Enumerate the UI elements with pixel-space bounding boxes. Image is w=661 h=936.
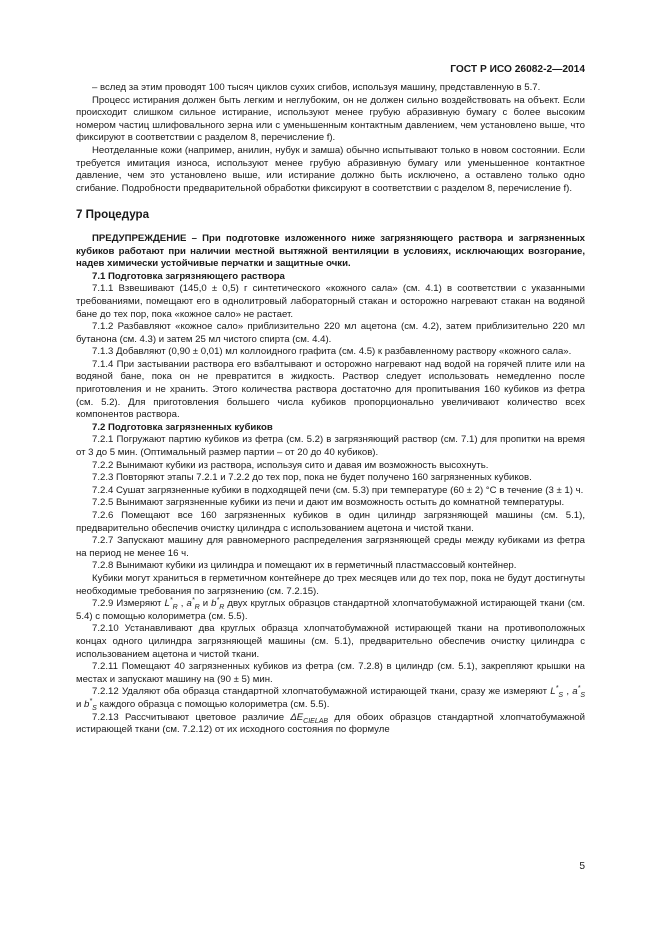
paragraph-7-2-2: 7.2.2 Вынимают кубики из раствора, используя сито и давая им возможность высохнуть. — [92, 459, 489, 471]
symbol-L-R: $L^*_R$ — [164, 596, 178, 612]
warning-paragraph: ПРЕДУПРЕЖДЕНИЕ – При подготовке изложенного ниже загрязняющего раствора и загрязненных кубиков работают при наличии местной вытяжной вентиляции в условиях, исключающих возгорание, надев химически устойчивые перчатки и защитные очки. — [76, 232, 585, 270]
paragraph-7-2-4: 7.2.4 Сушат загрязненные кубики в подходящей печи (см. 5.3) при температуре (60 ± 2) °С в течение (3 ± 1) ч. — [92, 484, 584, 496]
paragraph-7-2-11: 7.2.11 Помещают 40 загрязненных кубиков из фетра (см. 7.2.8) в цилиндр (см. 5.1), закрепляют крышки на местах и запускают машину на (90 ± 5) мин. — [76, 661, 585, 685]
symbol-a-R: $a^*_R$ — [186, 596, 200, 612]
symbol-a-S: $a^*_S$ — [572, 685, 585, 700]
section-title: 7 Процедура — [76, 208, 150, 222]
paragraph-7-2-10: 7.2.10 Устанавливают два круглых образца хлопчатобумажной истирающей ткани на противоположных концах одного цилиндра загрязняющей машины (см. 5.1), предварительно обеспечив очистку цилиндра с использованием ацетона и чистой ткани. — [76, 623, 585, 660]
page-number: 5 — [579, 861, 585, 872]
paragraph-storage-note: Кубики могут храниться в герметичном контейнере до трех месяцев или до тех пор, пока не будут достигнуты необходимые требования по загрязнению (см. 7.2.15). — [76, 572, 585, 597]
paragraph-7-1-1: 7.1.1 Взвешивают (145,0 ± 0,5) г синтетического «кожного сала» (см. 4.1) в соответствии с указанными требованиями, помещают его в однолитровый лабораторный стакан и осторожно нагревают стакан на водяной бане до тех пор, пока «кожное сало» не растает. — [76, 283, 585, 320]
paragraph-7-2-3: 7.2.3 Повторяют этапы 7.2.1 и 7.2.2 до тех пор, пока не будет получено 160 загрязненных кубиков. — [92, 472, 532, 484]
paragraph-7-2-6: 7.2.6 Помещают все 160 загрязненных кубиков в один цилиндр загрязняющей машины (см. 5.1), предварительно обеспечив очистку цилиндра с использованием ацетона и чистой ткани. — [76, 510, 585, 534]
subsection-title-7-2: 7.2 Подготовка загрязненных кубиков — [92, 421, 273, 433]
symbol-delta-e: $\Delta E_{CIELAB}$ — [290, 711, 329, 725]
paragraph-7-1-4: 7.1.4 При застывании раствора его взбалтывают и осторожно нагревают над водой на горячей плите или на водяной бане, пока он не превратится в жидкость. Раствор следует использовать немедленно после приготовления и не хранить. Этого количества раствора достаточно для пропитывания 160 кубиков из фетра (см. 5.2). Для приготовления большего числа кубиков пропорционально увеличивают количество всех компонентов раствора. — [76, 358, 585, 421]
symbol-L-S: $L^*_S$ — [550, 685, 564, 700]
symbol-b-S: $b^*_S$ — [84, 697, 97, 712]
paragraph-7-2-9: 7.2.9 Измеряют $L^*_R$ , $a^*_R$ и $b^*_R$ двух круглых образцов стандартной хлопчатобумажной истирающей ткани (см. 5.4) с помощью колориметра (см. 5.5). — [76, 596, 585, 622]
symbol-b-R: $b^*_R$ — [211, 596, 225, 612]
paragraph-7-2-12: 7.2.12 Удаляют оба образца стандартной хлопчатобумажной истирающей ткани, сразу же измеряют $L^*_S$ , $a^*_S$ и $b^*_S$ каждого образца с помощью колориметра (см. 5.5). — [76, 685, 585, 712]
paragraph-7-2-8: 7.2.8 Вынимают кубики из цилиндра и помещают их в герметичный пластмассовый контейнер. — [92, 560, 517, 572]
paragraph-7-2-7: 7.2.7 Запускают машину для равномерного распределения загрязняющей среды между кубиками из фетра на период не менее 16 ч. — [76, 535, 585, 559]
document-body — [76, 82, 585, 737]
paragraph-7-2-1: 7.2.1 Погружают партию кубиков из фетра (см. 5.2) в загрязняющий раствор (см. 7.1) для пропитки на время от 3 до 5 мин. (Оптимальный размер партии – от 20 до 40 кубиков). — [76, 434, 585, 459]
paragraph-7-2-13: 7.2.13 Рассчитывают цветовое различие $\Delta E_{CIELAB}$ для обоих образцов стандартной хлопчатобумажной истирающей ткани (см. 7.2.12) от их исходного состояния по формуле — [76, 711, 586, 736]
paragraph-7-1-3: 7.1.3 Добавляют (0,90 ± 0,01) мл коллоидного графита (см. 4.5) к разбавленному раствору «кожного сала». — [92, 346, 572, 358]
paragraph-dash: – вслед за этим проводят 100 тысяч циклов сухих сгибов, используя машину, представленную в 5.7. — [92, 82, 541, 93]
subsection-title-7-1: 7.1 Подготовка загрязняющего раствора — [92, 270, 285, 282]
paragraph-unfinished-leather: Неотделанные кожи (например, анилин, нубук и замша) обычно испытывают только в новом состоянии. Если требуется имитация износа, используют менее грубую абразивную бумагу или уменьшенное контактное давление, чем это установлено выше, или истирание должно быть исключено, а оставлено только одно сгибание. Подробности предварительной обработки фиксируют в соответствии с разделом 8, перечисление f). — [76, 144, 585, 194]
paragraph-abrasion: Процесс истирания должен быть легким и неглубоким, он не должен сильно воздействовать на объект. Если происходит слишком сильное истирание, используют менее грубую абразивную бумагу с более высоким номером частиц шлифовального зерна или с уменьшенным контактным давлением, чем установлено выше, что фиксируют в соответствии с разделом 8, перечисление f). — [76, 94, 585, 144]
paragraph-7-2-5: 7.2.5 Вынимают загрязненные кубики из печи и дают им возможность остыть до комнатной температуры. — [92, 497, 565, 509]
document-header: ГОСТ Р ИСО 26082-2—2014 — [450, 64, 585, 75]
paragraph-7-1-2: 7.1.2 Разбавляют «кожное сало» приблизительно 220 мл ацетона (см. 4.2), затем приблизительно 220 мл бутанона (см. 4.3) и затем 25 мл чистого спирта (см. 4.4). — [76, 321, 585, 345]
